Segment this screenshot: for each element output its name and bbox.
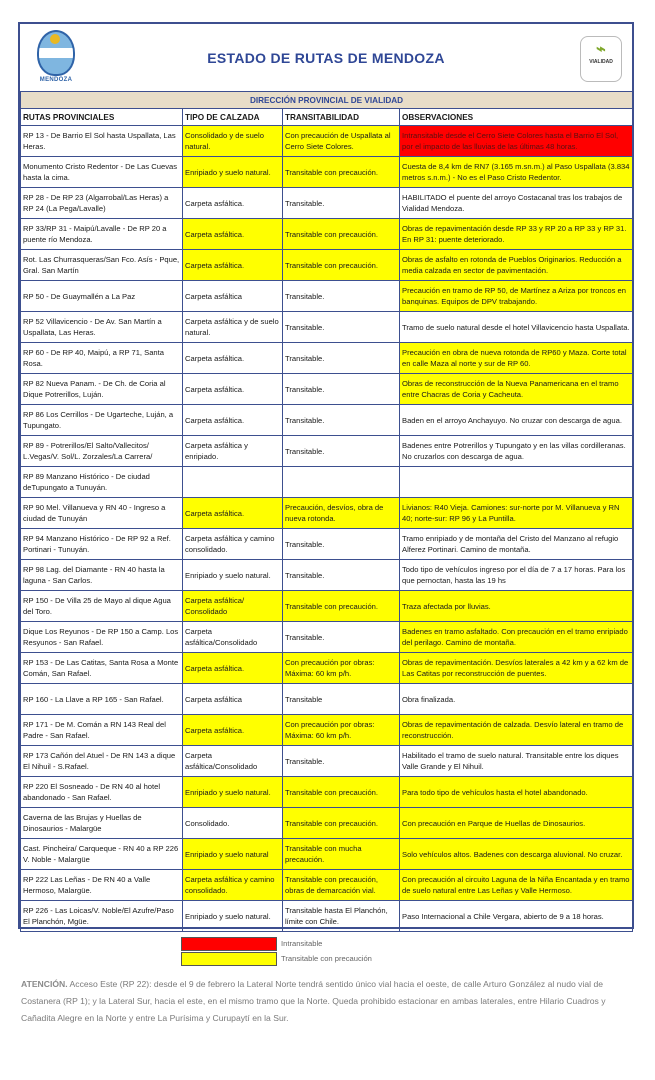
observations-cell: Baden en el arroyo Anchayuyo. No cruzar con descarga de agua. (400, 405, 633, 436)
routes-table (20, 91, 633, 932)
road-type-cell: Enripiado y suelo natural (183, 839, 283, 870)
route-name-cell: RP 220 El Sosneado - De RN 40 al hotel abandonado - San Rafael. (21, 777, 183, 808)
table-row (21, 126, 633, 157)
note-heading: ATENCIÓN. (21, 979, 68, 989)
passability-cell: Transitable con precaución. (283, 808, 400, 839)
passability-cell: Transitable con precaución. (283, 219, 400, 250)
column-header-rutas: RUTAS PROVINCIALES (21, 109, 183, 126)
route-name-cell: RP 153 - De Las Catitas, Santa Rosa a Monte Comán, San Rafael. (21, 653, 183, 684)
vialidad-logo-label: VIALIDAD (589, 59, 613, 65)
section-title: DIRECCIÓN PROVINCIAL DE VIALIDAD (21, 92, 633, 109)
observations-cell: Tramo de suelo natural desde el hotel Villavicencio hasta Uspallata. (400, 312, 633, 343)
column-header-calzada: TIPO DE CALZADA (183, 109, 283, 126)
table-row (21, 529, 633, 560)
route-name-cell: RP 86 Los Cerrillos - De Ugarteche, Luján, a Tupungato. (21, 405, 183, 436)
route-name-cell: Dique Los Reyunos - De RP 150 a Camp. Los Resyunos - San Rafael. (21, 622, 183, 653)
table-row (21, 343, 633, 374)
table-row (21, 312, 633, 343)
road-type-cell: Enripiado y suelo natural. (183, 560, 283, 591)
route-name-cell: RP 98 Lag. del Diamante - RN 40 hasta la laguna - San Carlos. (21, 560, 183, 591)
passability-cell: Transitable. (283, 281, 400, 312)
route-name-cell: RP 89 Manzano Histórico - De ciudad deTupungato a Tunuyán. (21, 467, 183, 498)
passability-cell: Transitable. (283, 622, 400, 653)
passability-cell: Transitable. (283, 374, 400, 405)
route-name-cell: Caverna de las Brujas y Huellas de Dinosaurios - Malargüe (21, 808, 183, 839)
road-type-cell: Enripiado y suelo natural. (183, 157, 283, 188)
road-type-cell: Carpeta asfáltica y enripiado. (183, 436, 283, 467)
observations-cell (400, 467, 633, 498)
road-type-cell: Carpeta asfáltica y camino consolidado. (183, 870, 283, 901)
section-title-row (21, 92, 633, 109)
table-row (21, 839, 633, 870)
passability-cell: Transitable. (283, 312, 400, 343)
road-type-cell: Carpeta asfáltica (183, 281, 283, 312)
passability-cell (283, 467, 400, 498)
route-name-cell: Cast. Pincheira/ Carqueque - RN 40 a RP 226 V. Noble - Malargüe (21, 839, 183, 870)
passability-cell: Precaución, desvíos, obra de nueva rotonda. (283, 498, 400, 529)
route-name-cell: Rot. Las Churrasqueras/San Fco. Asís - Pque, Gral. San Martín (21, 250, 183, 281)
mendoza-logo-label: MENDOZA (39, 77, 73, 83)
observations-cell: Livianos: R40 Vieja. Camiones: sur-norte por M. Villanueva y RN 40; norte-sur: RP 96 y La Puntilla. (400, 498, 633, 529)
table-row (21, 436, 633, 467)
route-name-cell: RP 160 - La Llave a RP 165 - San Rafael. (21, 684, 183, 715)
observations-cell: Habilitado el tramo de suelo natural. Transitable entre los diques Valle Grande y El Nihuil. (400, 746, 633, 777)
road-type-cell: Carpeta asfáltica/Consolidado (183, 622, 283, 653)
vialidad-logo (580, 36, 622, 82)
vialidad-emblem-icon: ⌁ (596, 41, 606, 58)
passability-cell: Transitable. (283, 188, 400, 219)
passability-cell: Transitable con precaución, obras de demarcación vial. (283, 870, 400, 901)
table-row (21, 467, 633, 498)
observations-cell: Obras de asfalto en rotonda de Pueblos Originarios. Reducción a media calzada en sector de pavimentación. (400, 250, 633, 281)
road-type-cell: Carpeta asfáltica. (183, 653, 283, 684)
observations-cell: Intransitable desde el Cerro Siete Colores hasta el Barrio El Sol, por el impacto de las lluvias de las últimas 48 horas. (400, 126, 633, 157)
passability-cell: Con precaución por obras: Máxima: 60 km p/h. (283, 653, 400, 684)
observations-cell: Con precaución al circuito Laguna de la Niña Encantada y en tramo de suelo natural entre Las Leñas y Valle Hermoso. (400, 870, 633, 901)
observations-cell: Badenes entre Potrerillos y Tupungato y en las villas cordilleranas. No cruzarlos con descarga de agua. (400, 436, 633, 467)
route-name-cell: Monumento Cristo Redentor - De Las Cuevas hasta la cima. (21, 157, 183, 188)
route-name-cell: RP 50 - De Guaymallén a La Paz (21, 281, 183, 312)
route-name-cell: RP 150 - De Villa 25 de Mayo al dique Agua del Toro. (21, 591, 183, 622)
road-type-cell: Carpeta asfáltica. (183, 250, 283, 281)
route-name-cell: RP 171 - De M. Comán a RN 143 Real del Padre - San Rafael. (21, 715, 183, 746)
road-type-cell: Carpeta asfáltica. (183, 374, 283, 405)
passability-cell: Con precaución por obras: Máxima: 60 km p/h. (283, 715, 400, 746)
passability-cell: Transitable. (283, 436, 400, 467)
passability-cell: Transitable hasta El Planchón, límite con Chile. (283, 901, 400, 932)
road-type-cell: Consolidado. (183, 808, 283, 839)
route-name-cell: RP 89 - Potrerillos/El Salto/Vallecitos/ L.Vegas/V. Sol/L. Zorzales/La Carrera/ (21, 436, 183, 467)
legend-label: Intransitable (281, 939, 323, 948)
route-name-cell: RP 28 - De RP 23 (Algarrobal/Las Heras) a RP 24 (La Pega/Lavalle) (21, 188, 183, 219)
table-row (21, 188, 633, 219)
table-row (21, 374, 633, 405)
observations-cell: Con precaución en Parque de Huellas de Dinosaurios. (400, 808, 633, 839)
road-type-cell: Consolidado y de suelo natural. (183, 126, 283, 157)
passability-cell: Transitable con precaución. (283, 250, 400, 281)
road-type-cell: Carpeta asfáltica. (183, 715, 283, 746)
passability-cell: Con precaución de Uspallata al Cerro Siete Colores. (283, 126, 400, 157)
header (20, 24, 632, 90)
road-type-cell: Carpeta asfáltica y camino consolidado. (183, 529, 283, 560)
observations-cell: Badenes en tramo asfaltado. Con precaución en el tramo enripiado del perilago. Camino de montaña. (400, 622, 633, 653)
observations-cell: Paso Internacional a Chile Vergara, abierto de 9 a 18 horas. (400, 901, 633, 932)
legend-swatch-yellow (181, 952, 277, 966)
road-type-cell: Carpeta asfáltica/ Consolidado (183, 591, 283, 622)
road-type-cell: Carpeta asfáltica/Consolidado (183, 746, 283, 777)
passability-cell: Transitable. (283, 405, 400, 436)
route-name-cell: RP 60 - De RP 40, Maipú, a RP 71, Santa Rosa. (21, 343, 183, 374)
table-row (21, 808, 633, 839)
observations-cell: Solo vehículos altos. Badenes con descarga aluvional. No cruzar. (400, 839, 633, 870)
road-type-cell (183, 467, 283, 498)
table-row (21, 715, 633, 746)
observations-cell: Obra finalizada. (400, 684, 633, 715)
route-name-cell: RP 226 - Las Loicas/V. Noble/El Azufre/Paso El Planchón, Mgüe. (21, 901, 183, 932)
attention-note (21, 976, 637, 1027)
table-row (21, 219, 633, 250)
table-row (21, 622, 633, 653)
passability-cell: Transitable con precaución. (283, 591, 400, 622)
route-name-cell: RP 90 Mel. Villanueva y RN 40 - Ingreso a ciudad de Tunuyán (21, 498, 183, 529)
passability-cell: Transitable (283, 684, 400, 715)
table-row (21, 746, 633, 777)
observations-cell: Obras de repavimentación. Desvíos laterales a 42 km y a 62 km de Las Catitas por reconstrucción de puentes. (400, 653, 633, 684)
table-row (21, 901, 633, 932)
passability-cell: Transitable con precaución. (283, 157, 400, 188)
table-row (21, 777, 633, 808)
observations-cell: Traza afectada por lluvias. (400, 591, 633, 622)
table-row (21, 870, 633, 901)
road-type-cell: Enripiado y suelo natural. (183, 777, 283, 808)
observations-cell: Tramo enripiado y de montaña del Cristo del Manzano al refugio Alferez Portinari. Camino de montaña. (400, 529, 633, 560)
passability-cell: Transitable. (283, 343, 400, 374)
legend-swatch-red (181, 937, 277, 951)
observations-cell: HABILITADO el puente del arroyo Costacanal tras los trabajos de Vialidad Mendoza. (400, 188, 633, 219)
table-row (21, 157, 633, 188)
observations-cell: Precaución en obra de nueva rotonda de RP60 y Maza. Corte total en calle Maza al norte y sur de RP 60. (400, 343, 633, 374)
road-type-cell: Carpeta asfáltica. (183, 405, 283, 436)
table-row (21, 684, 633, 715)
table-row (21, 250, 633, 281)
observations-cell: Precaución en tramo de RP 50, de Martínez a Ariza por troncos en banquinas. Equipos de DPV trabajando. (400, 281, 633, 312)
column-header-transitabilidad: TRANSITABILIDAD (283, 109, 400, 126)
table-row (21, 560, 633, 591)
route-name-cell: RP 13 - De Barrio El Sol hasta Uspallata, Las Heras. (21, 126, 183, 157)
passability-cell: Transitable. (283, 529, 400, 560)
column-header-observaciones: OBSERVACIONES (400, 109, 633, 126)
observations-cell: Obras de repavimentación de calzada. Desvío lateral en tramo de reconstrucción. (400, 715, 633, 746)
page-title: ESTADO DE RUTAS DE MENDOZA (207, 50, 445, 66)
observations-cell: Cuesta de 8,4 km de RN7 (3.165 m.sn.m.) al Paso Uspallata (3.834 metros s.n.m.) - No es el Paso Cristo Redentor. (400, 157, 633, 188)
road-type-cell: Carpeta asfáltica. (183, 188, 283, 219)
observations-cell: Obras de reconstrucción de la Nueva Panamericana en el tramo entre Chacras de Coria y Cacheuta. (400, 374, 633, 405)
route-name-cell: RP 52 Villavicencio - De Av. San Martín a Uspallata, Las Heras. (21, 312, 183, 343)
road-type-cell: Carpeta asfáltica. (183, 219, 283, 250)
observations-cell: Para todo tipo de vehículos hasta el hotel abandonado. (400, 777, 633, 808)
observations-cell: Obras de repavimentación desde RP 33 y RP 20 a RP 33 y RP 31. En RP 31: puente deteriorado. (400, 219, 633, 250)
legend-label: Transitable con precaución (281, 954, 372, 963)
passability-cell: Transitable. (283, 746, 400, 777)
route-name-cell: RP 173 Cañón del Atuel - De RN 143 a dique El Nihuil - S.Rafael. (21, 746, 183, 777)
route-name-cell: RP 82 Nueva Panam. - De Ch. de Coria al Dique Potrerillos, Luján. (21, 374, 183, 405)
route-status-board (18, 22, 634, 929)
passability-cell: Transitable. (283, 560, 400, 591)
road-type-cell: Carpeta asfáltica y de suelo natural. (183, 312, 283, 343)
table-row (21, 405, 633, 436)
road-type-cell: Carpeta asfáltica. (183, 498, 283, 529)
passability-cell: Transitable con precaución. (283, 777, 400, 808)
passability-cell: Transitable con mucha precaución. (283, 839, 400, 870)
note-text: Acceso Este (RP 22): desde el 9 de febrero la Lateral Norte tendrá sentido único vial hacia el oeste, de calle Arturo González al nudo vial de Costanera (RP 1); y la Lateral Sur, hacia el este, en el mismo tramo que la Norte. Queda prohibido estacionar en ambas laterales, entre Hilario Cuadros y Cañadita Alegre en la Norte y entre La Purísima y Curupaytí en la Sur. (21, 979, 606, 1023)
table-row (21, 498, 633, 529)
table-header-row (21, 109, 633, 126)
road-type-cell: Enripiado y suelo natural. (183, 901, 283, 932)
table-row (21, 281, 633, 312)
road-type-cell: Carpeta asfáltica. (183, 343, 283, 374)
route-name-cell: RP 33/RP 31 - Maipú/Lavalle - De RP 20 a puente río Mendoza. (21, 219, 183, 250)
route-name-cell: RP 222 Las Leñas - De RN 40 a Valle Hermoso, Malargüe. (21, 870, 183, 901)
table-row (21, 653, 633, 684)
road-type-cell: Carpeta asfáltica (183, 684, 283, 715)
observations-cell: Todo tipo de vehículos ingreso por el día de 7 a 17 horas. Para los que pernoctan, hasta las 19 hs (400, 560, 633, 591)
table-row (21, 591, 633, 622)
route-name-cell: RP 94 Manzano Histórico - De RP 92 a Ref. Portinari - Tunuyán. (21, 529, 183, 560)
